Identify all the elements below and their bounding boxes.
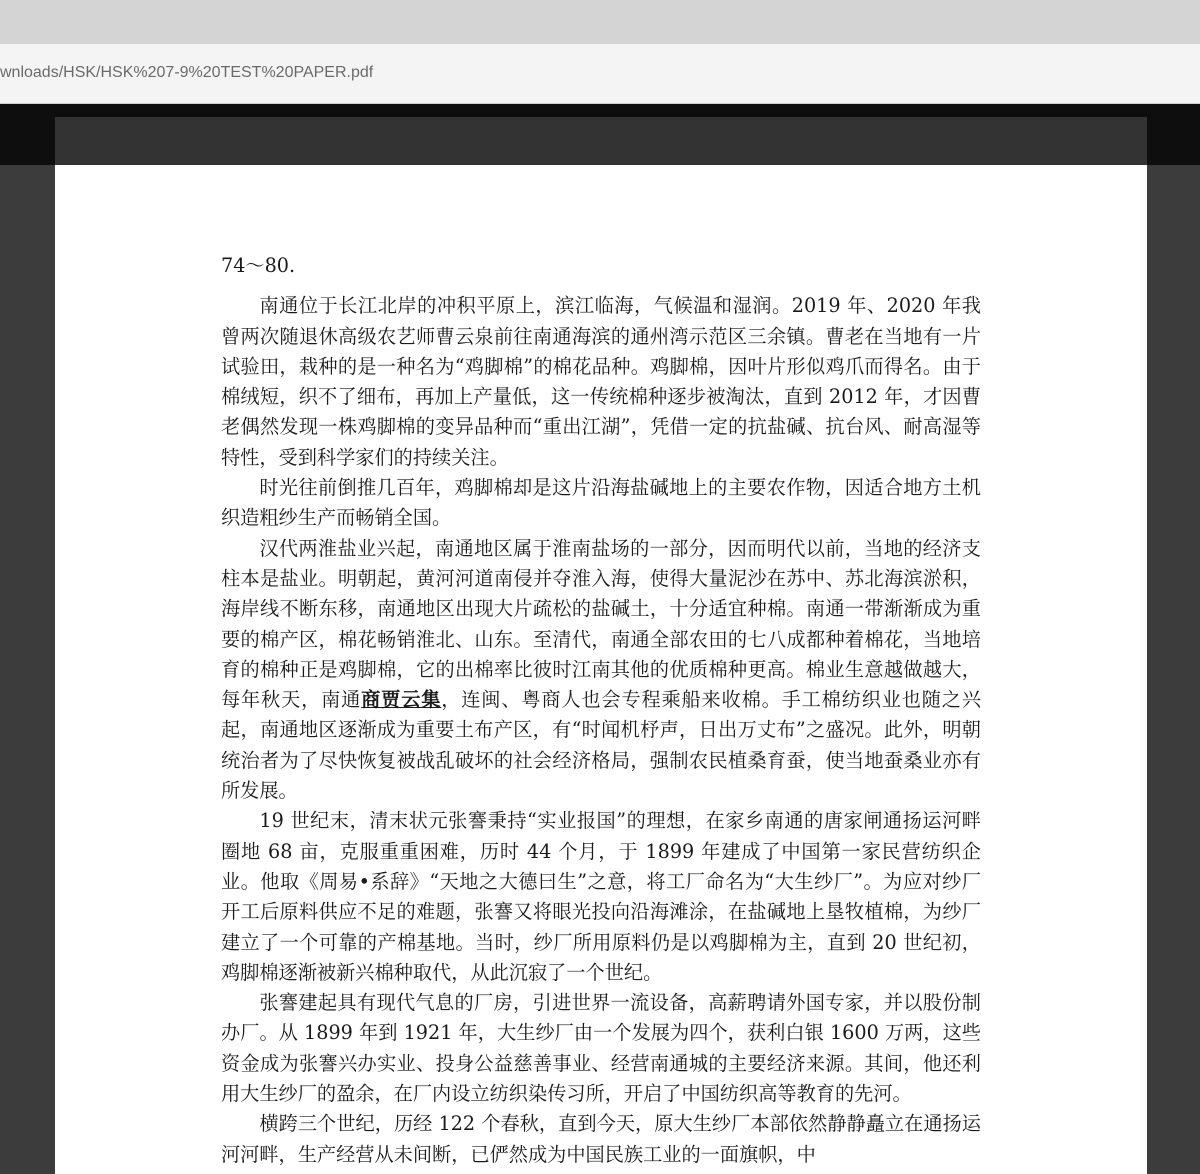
address-bar [0, 44, 1200, 104]
underlined-phrase: 商贾云集 [361, 688, 442, 712]
question-range: 74～80. [221, 254, 296, 277]
pdf-toolbar [0, 104, 1200, 165]
document-body [221, 251, 981, 1170]
paragraph-1: 南通位于长江北岸的冲积平原上，滨江临海，气候温和湿润。2019 年、2020 年我曾两次随退休高级农艺师曹云泉前往南通海滨的通州湾示范区三余镇。曹老在当地有一片试验田，栽种的是一种名为“鸡脚棉”的棉花品种。鸡脚棉，因叶片形似鸡爪而得名。由于棉绒短，织不了细布，再加上产量低，这一传统棉种逐步被淘汰，直到 2012 年，才因曹老偶然发现一株鸡脚棉的变异品种而“重出江湖”，凭借一定的抗盐碱、抗台风、耐高湿等特性，受到科学家们的持续关注。 [221, 294, 981, 469]
paragraph-3-part-2: ，连闽、粤商人也会专程乘船来收棉。手工棉纺织业也随之兴起，南通地区逐渐成为重要土布产区，有“时闻机杼声，日出万丈布”之盛况。此外，明朝统治者为了尽快恢复被战乱破坏的社会经济格局，强制农民植桑育蚕，使当地蚕桑业亦有所发展。 [221, 688, 982, 803]
paragraph-2: 时光往前倒推几百年，鸡脚棉却是这片沿海盐碱地上的主要农作物，因适合地方土机织造粗纱生产而畅销全国。 [221, 476, 981, 530]
pdf-page [55, 165, 1147, 1174]
browser-tab-strip [0, 0, 1200, 44]
pdf-viewer[interactable] [0, 165, 1200, 1174]
paragraph-6: 横跨三个世纪，历经 122 个春秋，直到今天，原大生纱厂本部依然静静矗立在通扬运河河畔，生产经营从未间断，已俨然成为中国民族工业的一面旗帜，中 [221, 1112, 981, 1166]
pdf-toolbar-panel [55, 117, 1147, 165]
url-text[interactable]: wnloads/HSK/HSK%207-9%20TEST%20PAPER.pdf [0, 64, 374, 81]
paragraph-5: 张謇建起具有现代气息的厂房，引进世界一流设备，高薪聘请外国专家，并以股份制办厂。从 1899 年到 1921 年，大生纱厂由一个发展为四个，获利白银 1600 万两，这些资金成为张謇兴办实业、投身公益慈善事业、经营南通城的主要经济来源。其间，他还利用大生纱厂的盈余，在厂内设立纺织染传习所，开启了中国纺织高等教育的先河。 [221, 991, 981, 1106]
paragraph-3 [221, 534, 981, 807]
paragraph-4: 19 世纪末，清末状元张謇秉持“实业报国”的理想，在家乡南通的唐家闸通扬运河畔圈地 68 亩，克服重重困难，历时 44 个月，于 1899 年建成了中国第一家民营纺织企业。他取《周易•系辞》“天地之大德曰生”之意，将工厂命名为“大生纱厂”。为应对纱厂开工后原料供应不足的难题，张謇又将眼光投向沿海滩涂，在盐碱地上垦牧植棉，为纱厂建立了一个可靠的产棉基地。当时，纱厂所用原料仍是以鸡脚棉为主，直到 20 世纪初，鸡脚棉逐渐被新兴棉种取代，从此沉寂了一个世纪。 [221, 809, 981, 984]
paragraph-3-part-1: 汉代两淮盐业兴起，南通地区属于淮南盐场的一部分，因而明代以前，当地的经济支柱本是盐业。明朝起，黄河河道南侵并夺淮入海，使得大量泥沙在苏中、苏北海滨淤积，海岸线不断东移，南通地区出现大片疏松的盐碱土，十分适宜种棉。南通一带渐渐成为重要的棉产区，棉花畅销淮北、山东。至清代，南通全部农田的七八成都种着棉花，当地培育的棉种正是鸡脚棉，它的出棉率比彼时江南其他的优质棉种更高。棉业生意越做越大，每年秋天，南通 [221, 536, 981, 712]
